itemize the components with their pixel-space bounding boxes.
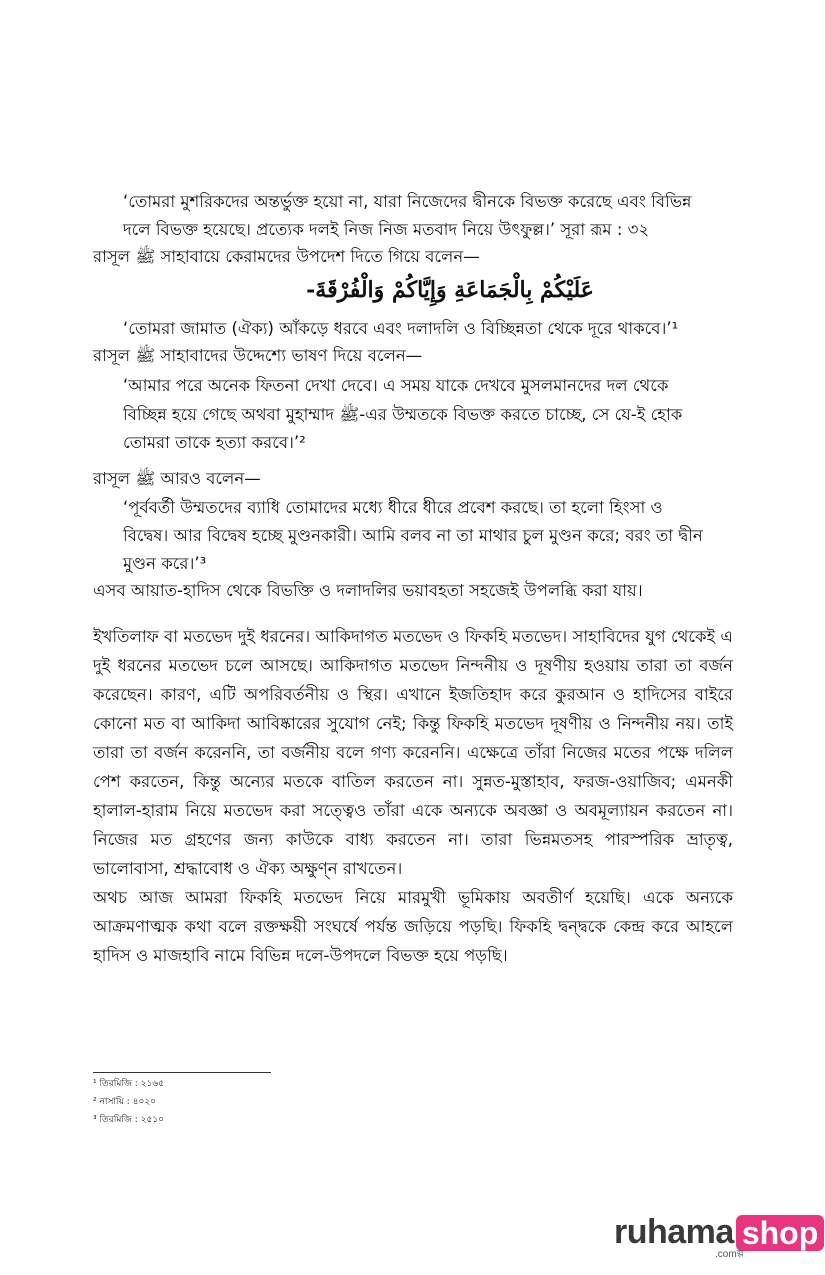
arabic-hadith: عَلَيْكُمْ بِالْجَمَاعَةِ وَإِيَّاكُمْ وَالْفُرْقَةَ- xyxy=(306,277,594,303)
quote-3-line-2: বিচ্ছিন্ন হয়ে গেছে অথবা মুহাম্মাদ ﷺ-এর উম্মতকে বিভক্ত করতে চাচ্ছে, সে যে-ই হোক xyxy=(123,405,683,424)
footnote-2: ² নাসায়ি : ৪০২০ xyxy=(93,1097,157,1107)
conclusion-line: এসব আয়াত-হাদিস থেকে বিভক্তি ও দলাদলির ভয়াবহতা সহজেই উপলব্ধি করা যায়। xyxy=(93,581,643,600)
footnote-divider xyxy=(93,1072,271,1073)
quote-3-line-3: তোমরা তাকে হত্যা করবে।’² xyxy=(123,433,306,452)
logo-domain: .comল্প xyxy=(715,1249,744,1260)
footnote-1: ¹ তিরমিজি : ২১৬৫ xyxy=(93,1079,165,1089)
logo-box: shop xyxy=(736,1215,824,1251)
quote-3-line-1: ‘আমার পরে অনেক ফিতনা দেখা দেবে। এ সময় যাকে দেখবে মুসলমানদের দল থেকে xyxy=(123,376,669,395)
footnote-3: ³ তিরমিজি : ২৫১০ xyxy=(93,1115,165,1125)
quote-4-line-3: মুণ্ডন করে।’³ xyxy=(123,554,207,573)
intro-1: রাসূল ﷺ সাহাবায়ে কেরামদের উপদেশ দিতে গিয়ে বলেন— xyxy=(93,247,480,266)
quote-2: ‘তোমরা জামাত (ঐক্য) আঁকড়ে ধরবে এবং দলাদলি ও বিচ্ছিন্নতা থেকে দূরে থাকবে।’¹ xyxy=(123,319,679,338)
quote-1-line-2: দলে বিভক্ত হয়েছে। প্রত্যেক দলই নিজ নিজ মতবাদ নিয়ে উৎফুল্ল।’ সূরা রূম : ৩২ xyxy=(123,220,650,239)
quote-4-line-1: ‘পূর্ববর্তী উম্মতদের ব্যাধি তোমাদের মধ্যে ধীরে ধীরে প্রবেশ করছে। তা হলো হিংসা ও xyxy=(123,498,663,517)
logo-text: ruhama xyxy=(614,1213,734,1251)
paragraph-today: অথচ আজ আমরা ফিকহি মতভেদ নিয়ে মারমুখী ভূমিকায় অবতীর্ণ হয়েছি। একে অন্যকে আক্রমণাত্মক কথা বলে রক্তক্ষয়ী সংঘর্ষে পর্যন্ত জড়িয়ে পড়ছি। ফিকহি দ্বন্দ্বকে কেন্দ্র করে আহলে হাদিস ও মাজহাবি নামে বিভিন্ন দলে-উপদলে বিভক্ত হয়ে পড়ছি। xyxy=(93,888,733,965)
intro-3: রাসূল ﷺ আরও বলেন— xyxy=(93,469,261,488)
paragraph-differences: ইখতিলাফ বা মতভেদ দুই ধরনের। আকিদাগত মতভেদ ও ফিকহি মতভেদ। সাহাবিদের যুগ থেকেই এ দুই ধরনের মতভেদ চলে আসছে। আকিদাগত মতভেদ নিন্দনীয় ও দূষণীয় হওয়ায় তারা তা বর্জন করেছেন। কারণ, এটি অপরিবর্তনীয় ও স্থির। এখানে ইজতিহাদ করে কুরআন ও হাদিসের বাইরে কোনো মত বা আকিদা আবিষ্কারের সুযোগ নেই; কিন্তু ফিকহি মতভেদ দূষণীয় ও নিন্দনীয় নয়। তাই তারা তা বর্জন করেননি, তা বর্জনীয় বলে গণ্য করেননি। এক্ষেত্রে তাঁরা নিজের মতের পক্ষে দলিল পেশ করতেন, কিন্তু অন্যের মতকে বাতিল করতেন না। সুন্নত-মুস্তাহাব, ফরজ-ওয়াজিব; এমনকী হালাল-হারাম নিয়ে মতভেদ করা সত্ত্বেও তাঁরা একে অন্যকে অবজ্ঞা ও অবমূল্যায়ন করতেন না। নিজের মত গ্রহণের জন্য কাউকে বাধ্য করতেন না। তারা ভিন্নমতসহ পারস্পরিক ভ্রাতৃত্ব, ভালোবাসা, শ্রদ্ধাবোধ ও ঐক্য অক্ষুণ্ন রাখতেন। xyxy=(93,627,733,878)
intro-2: রাসূল ﷺ সাহাবাদের উদ্দেশ্যে ভাষণ দিয়ে বলেন— xyxy=(93,346,423,365)
quote-4-line-2: বিদ্বেষ। আর বিদ্বেষ হচ্ছে মুণ্ডনকারী। আমি বলব না তা মাথার চুল মুণ্ডন করে; বরং তা দ্বীন xyxy=(123,526,703,545)
quote-1-line-1: ‘তোমরা মুশরিকদের অন্তর্ভুক্ত হয়ো না, যারা নিজেদের দ্বীনকে বিভক্ত করেছে এবং বিভিন্ন xyxy=(123,192,692,211)
